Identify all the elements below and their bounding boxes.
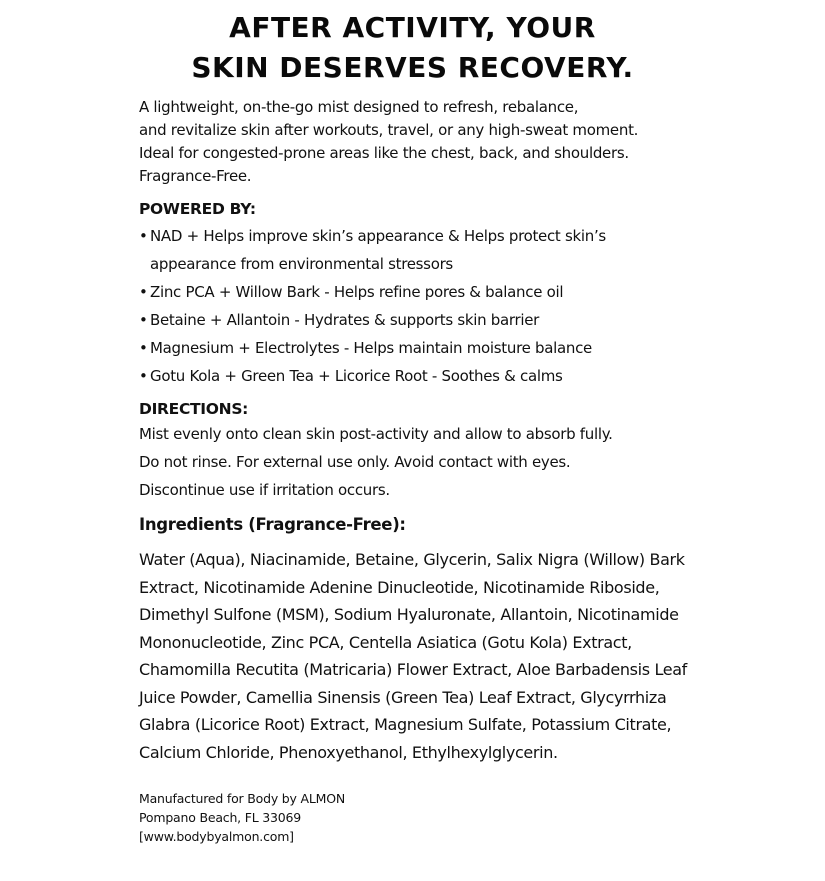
headline-line-1: AFTER ACTIVITY, YOUR [229, 11, 596, 44]
directions-text [139, 420, 819, 504]
powered-by-list [139, 222, 819, 390]
headline [0, 8, 825, 88]
directions-line: Do not rinse. For external use only. Avoid contact with eyes. [139, 453, 571, 471]
powered-by-item-continuation: appearance from environmental stressors [150, 255, 453, 273]
ingredients-line: Glabra (Licorice Root) Extract, Magnesium Sulfate, Potassium Citrate, [139, 715, 672, 734]
intro-line: Fragrance-Free. [139, 167, 252, 185]
powered-by-item: • Zinc PCA + Willow Bark - Helps refine pores & balance oil [139, 278, 819, 306]
manufacturer-website: [www.bodybyalmon.com] [139, 829, 294, 844]
powered-by-item: • Magnesium + Electrolytes - Helps maintain moisture balance [139, 334, 819, 362]
ingredients-line: Dimethyl Sulfone (MSM), Sodium Hyaluronate, Allantoin, Nicotinamide [139, 605, 679, 624]
powered-by-heading: POWERED BY: [139, 200, 256, 218]
intro-line: Ideal for congested-prone areas like the chest, back, and shoulders. [139, 144, 629, 162]
powered-by-item: • Gotu Kola + Green Tea + Licorice Root - Soothes & calms [139, 362, 819, 390]
label-content [139, 96, 819, 846]
ingredients-list [139, 546, 819, 766]
manufacturer-name: Manufactured for Body by ALMON [139, 791, 345, 806]
manufacturer-address: Pompano Beach, FL 33069 [139, 810, 302, 825]
ingredients-line: Calcium Chloride, Phenoxyethanol, Ethylhexylglycerin. [139, 742, 558, 762]
ingredients-line: Chamomilla Recutita (Matricaria) Flower Extract, Aloe Barbadensis Leaf [139, 660, 687, 679]
directions-line: Mist evenly onto clean skin post-activity and allow to absorb fully. [139, 425, 613, 443]
powered-by-item: • Betaine + Allantoin - Hydrates & supports skin barrier [139, 306, 819, 334]
directions-heading: DIRECTIONS: [139, 400, 249, 418]
ingredients-line: Extract, Nicotinamide Adenine Dinucleotide, Nicotinamide Riboside, [139, 577, 660, 597]
ingredients-heading: Ingredients (Fragrance-Free): [139, 515, 406, 534]
directions-line: Discontinue use if irritation occurs. [139, 481, 390, 499]
intro-paragraph [139, 96, 819, 188]
ingredients-line: Water (Aqua), Niacinamide, Betaine, Glycerin, Salix Nigra (Willow) Bark [139, 550, 685, 569]
intro-line: A lightweight, on-the-go mist designed to refresh, rebalance, [139, 98, 579, 116]
headline-line-2: SKIN DESERVES RECOVERY. [191, 51, 634, 84]
powered-by-item-text: NAD + Helps improve skin’s appearance & Helps protect skin’s [150, 227, 606, 245]
ingredients-line: Mononucleotide, Zinc PCA, Centella Asiatica (Gotu Kola) Extract, [139, 632, 632, 652]
powered-by-item [139, 222, 819, 278]
ingredients-line: Juice Powder, Camellia Sinensis (Green Tea) Leaf Extract, Glycyrrhiza [139, 687, 667, 707]
intro-line: and revitalize skin after workouts, travel, or any high-sweat moment. [139, 121, 639, 139]
manufacturer-info [139, 789, 819, 846]
